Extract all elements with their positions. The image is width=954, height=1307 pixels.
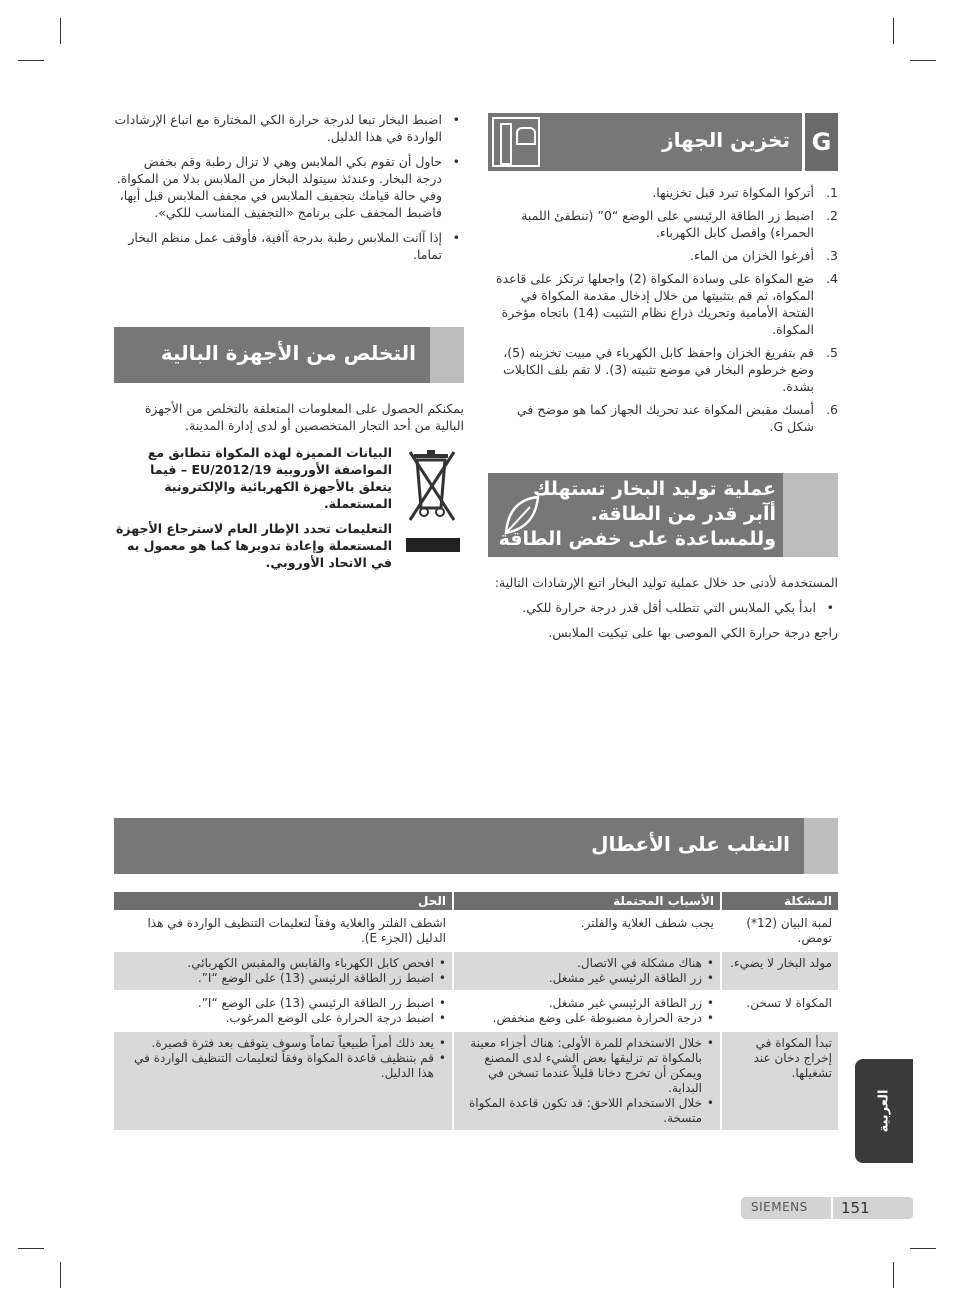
table-row xyxy=(114,1032,838,1130)
list-item: • خلال الاستخدام للمرة الأولى: هناك أجزاء معينة بالمكواة تم تزليقها بعض الشيء لدى المصنع ويمكن أن تخرج دخانا قليلاً عندما تسخن في البداية. xyxy=(460,1036,714,1096)
solution-cell: اشطف الفلتر والغلاية وفقاً لتعليمات التنظيف الواردة في هذا الدليل (الجزء E). xyxy=(147,916,446,945)
list-item xyxy=(488,184,838,201)
list-item xyxy=(488,207,838,241)
crop-mark xyxy=(60,1262,61,1288)
problem-cell: مولد البخار لا يضيء. xyxy=(722,952,838,990)
list-item xyxy=(488,247,838,264)
problem-cell: لمبة البيان (12*) تومض. xyxy=(746,916,832,945)
eu-directive-text: البيانات المميزة لهذه المكواة تتطابق مع المواصفة الأوروبية EU/2012/19 – فيما يتعلق بالأجهزة الكهربائية والإلكترونية المستعملة. xyxy=(147,445,392,511)
list-item: • يعد ذلك أمراً طبيعياً تماماً وسوف يتوقف بعد فترة قصيرة. xyxy=(120,1036,446,1051)
energy-title-line: عملية توليد البخار تستهلك xyxy=(533,478,776,500)
step-number: 2. xyxy=(826,208,838,223)
step-text: أمسك مقبض المكواة عند تحريك الجهاز كما هو موضح في شكل G. xyxy=(516,402,814,434)
trouble-section-banner xyxy=(114,818,838,874)
cause-cell: يجب شطف الغلاية والفلتر. xyxy=(580,916,714,930)
table-row xyxy=(114,952,838,990)
energy-intro: المستخدمة لأدنى حد خلال عملية توليد البخار اتبع الإرشادات التالية: xyxy=(494,575,838,590)
steam-tips-list xyxy=(114,111,464,271)
banner-cap xyxy=(783,473,838,557)
table-header-row xyxy=(114,892,838,910)
crop-mark xyxy=(910,60,936,61)
energy-title-line: وللمساعدة على خفض الطاقة xyxy=(498,528,776,550)
list-item: • زر الطاقة الرئيسي غير مشغل. xyxy=(460,971,714,986)
list-item: • خلال الاستخدام اللاحق: قد تكون قاعدة المكواة متسخة. xyxy=(460,1096,714,1126)
step-text: ضع المكواة على وسادة المكواة (2) واجعلها ترتكز على قاعدة المكواة، ثم قم بتثبيتها من خلال إدخال مقدمة المكواة في الفتحة الأمامية وتحريك ذراع نظام التثبيت (14) باتجاه مؤخرة المكواة. xyxy=(496,271,814,337)
problem-cell: المكواة لا تسخن. xyxy=(746,996,832,1010)
column-header: الأسباب المحتملة xyxy=(454,892,720,910)
language-side-tab[interactable] xyxy=(855,1059,913,1163)
disposal-intro: يمكنكم الحصول على المعلومات المتعلقة بالتخلص من الأجهزة البالية من أحد التجار المتخصصين أو لدى إدارة المدينة. xyxy=(144,401,464,433)
step-number: 5. xyxy=(826,345,838,360)
page-number: 151 xyxy=(841,1199,870,1217)
column-header: الحل xyxy=(114,892,452,910)
solution-cell xyxy=(114,1032,452,1130)
table-row xyxy=(114,912,838,950)
disposal-section-banner xyxy=(114,327,464,383)
banner-cap xyxy=(804,818,838,874)
solution-cell xyxy=(114,952,452,990)
step-number: 1. xyxy=(826,185,838,200)
table-row xyxy=(114,992,838,1030)
step-number: 6. xyxy=(826,402,838,417)
list-item xyxy=(488,270,838,338)
solution-cell xyxy=(114,992,452,1030)
footer-divider xyxy=(831,1197,833,1219)
energy-note: راجع درجة حرارة الكي الموصى بها على تيكيت الملابس. xyxy=(548,625,838,640)
brand-label: SIEMENS xyxy=(751,1200,808,1214)
energy-title-line: أآبر قدر من الطاقة. xyxy=(590,503,776,525)
list-item xyxy=(488,344,838,395)
storage-section-title: تخزين الجهاز xyxy=(662,128,790,152)
list-item: • ابدأ بكي الملابس التي تتطلب أقل قدر درجة حرارة للكي. xyxy=(488,599,838,616)
weee-bin-icon xyxy=(406,446,460,550)
list-item: • هناك مشكلة في الاتصال. xyxy=(460,956,714,971)
energy-section-banner xyxy=(488,473,838,557)
step-text: أفرغوا الخزان من الماء. xyxy=(689,248,814,263)
cause-cell xyxy=(454,952,720,990)
list-item: • اضبط البخار تبعا لدرجة حرارة الكي المختارة مع اتباع الإرشادات الواردة في هذا الدليل. xyxy=(114,111,464,145)
banner-cap xyxy=(430,327,464,383)
crop-mark xyxy=(60,18,61,44)
energy-section-body xyxy=(488,574,838,641)
step-text: قم بتفريغ الخزان واحفظ كابل الكهرباء في مبيت تخزينه (5)، وضع خرطوم البخار في موضع تثبيته (3). لا تقم بلف الكابلات بشدة. xyxy=(502,345,814,394)
column-header: المشكلة xyxy=(722,892,838,910)
problem-cell: تبدأ المكواة في إخراج دخان عند تشغيلها. xyxy=(722,1032,838,1130)
list-item: • زر الطاقة الرئيسي غير مشغل. xyxy=(460,996,714,1011)
list-item: • اضبط زر الطاقة الرئيسي (13) على الوضع “I”. xyxy=(120,971,446,986)
step-number: 3. xyxy=(826,248,838,263)
cause-cell xyxy=(454,992,720,1030)
language-tab-label: العربية xyxy=(876,1089,892,1133)
list-item: • درجة الحرارة مضبوطة على وضع منخفض. xyxy=(460,1011,714,1026)
crop-mark xyxy=(893,18,894,44)
leaf-icon xyxy=(502,493,542,537)
crop-mark xyxy=(910,1248,936,1249)
disposal-notice xyxy=(114,444,392,571)
list-item: • افحص كابل الكهرباء والقابس والمقبس الكهربائي. xyxy=(120,956,446,971)
list-item: • اضبط درجة الحرارة على الوضع المرغوب. xyxy=(120,1011,446,1026)
step-text: اضبط زر الطاقة الرئيسي على الوضع “0” (تنطفئ اللمبة الحمراء) وافصل كابل الكهرباء. xyxy=(521,208,814,240)
crop-mark xyxy=(18,60,44,61)
disposal-section-title: التخلص من الأجهزة البالية xyxy=(160,341,416,365)
storage-steps xyxy=(488,184,838,441)
cause-cell xyxy=(454,1032,720,1130)
recycling-text: التعليمات تحدد الإطار العام لاسترجاع الأجهزة المستعملة وإعادة تدويرها كما هو معمول به في الاتحاد الأوروبي. xyxy=(116,521,392,570)
iron-storage-icon xyxy=(492,117,540,167)
step-text: أتركوا المكواة تبرد قبل تخزينها. xyxy=(652,185,814,200)
list-item: • حاول أن تقوم بكي الملابس وهي لا تزال رطبة وقم بخفض درجة البخار. وعندئذ سيتولد البخار من الملابس بدلا من المكواة. وفي حالة قيامك بتجفيف الملابس في مجفف الملابس قبل أيها، فاضبط المجفف على برنامج «التجفيف المناسب للكي». xyxy=(114,153,464,221)
trouble-table xyxy=(112,890,840,1132)
step-number: 4. xyxy=(826,271,838,286)
list-item: • قم بتنظيف قاعدة المكواة وفقاً لتعليمات التنظيف الواردة في هذا الدليل. xyxy=(120,1051,446,1081)
trouble-section-title: التغلب على الأعطال xyxy=(591,832,790,856)
list-item: • اضبط زر الطاقة الرئيسي (13) على الوضع “I”. xyxy=(120,996,446,1011)
list-item xyxy=(488,401,838,435)
section-letter: G xyxy=(802,113,838,171)
footer-bar xyxy=(741,1197,913,1219)
storage-section-banner xyxy=(488,113,838,171)
crop-mark xyxy=(18,1248,44,1249)
list-item: • إذا آانت الملابس رطبة بدرجة آافية، فأوقف عمل منظم البخار تماما. xyxy=(114,229,464,263)
trouble-table-wrap xyxy=(112,890,840,1132)
crop-mark xyxy=(893,1262,894,1288)
